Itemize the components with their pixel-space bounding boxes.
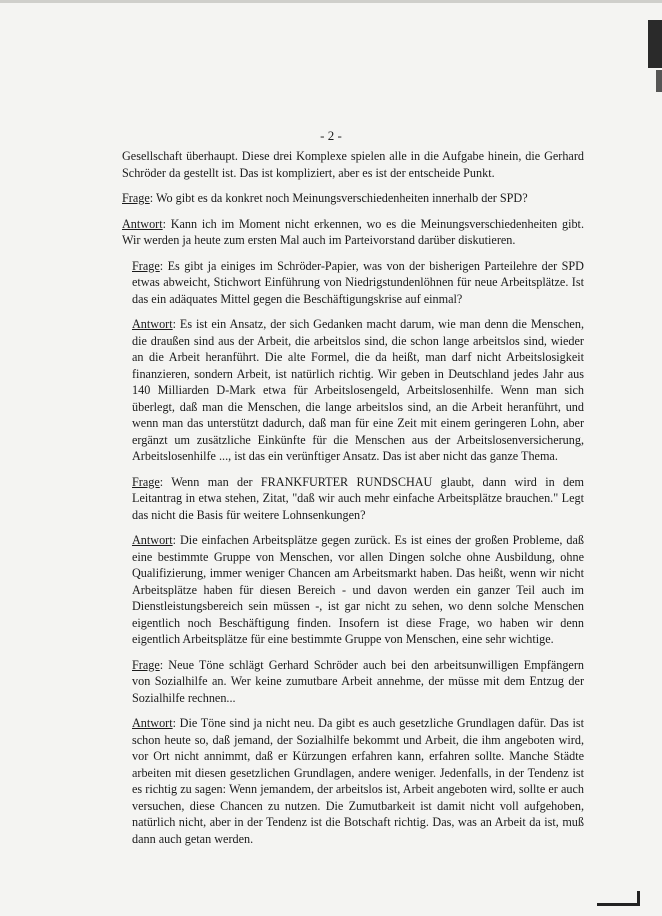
scan-artifact (656, 70, 662, 92)
scan-edge (0, 0, 662, 3)
speaker-label: Frage (122, 191, 150, 205)
speaker-label: Antwort (132, 317, 173, 331)
speaker-label: Frage (132, 474, 160, 489)
paragraph-text: : Wo gibt es da konkret noch Meinungsverschiedenheiten innerhalb der SPD? (149, 191, 528, 205)
paragraph-text: Gesellschaft überhaupt. Diese drei Komplexe spielen alle in die Aufgabe hinein, die Gerhard Schröder da gestellt ist. Das ist kompliziert, aber es ist der entscheide Punkt. (122, 149, 584, 180)
paragraph-answer (132, 715, 584, 847)
paragraph-question (132, 258, 584, 308)
paragraph-text: : Neue Töne schlägt Gerhard Schröder auch bei den arbeitsunwilligen Empfängern von Sozialhilfe an. Wer keine zumutbare Arbeit annehme, der müsse mit dem Entzug der Sozialhilfe rechnen... (132, 657, 584, 705)
paragraph-text: : Es ist ein Ansatz, der sich Gedanken macht darum, wie man denn die Menschen, die draußen sind aus der Arbeit, die arbeitslos sind, die schon lange arbeitslos sind, wieder an die Arbeit heranführt. Die alte Formel, die da heißt, man darf nicht Arbeitslosigkeit finanzieren, sondern Arbeit, ist natürlich richtig. Wir geben in Deutschland jedes Jahr aus 140 Milliarden D-Mark etwa für Arbeitslosengeld, Arbeitslosenhilfe. Wenn man sich überlegt, daß man die Menschen, die lange arbeitslos sind, an die Arbeit heranführt, und wenn man das unterstützt dadurch, daß man für eine Zeit mit einem geringeren Lohn, aber ergänzt um zusätzliche Einkünfte für die Menschen aus der Arbeitslosenversicherung, Arbeitslosenhilfe ..., ist das ein verünftiger Ansatz. Das ist aber nicht das ganze Thema. (132, 317, 584, 463)
document-body (122, 148, 584, 856)
speaker-label: Antwort (132, 533, 173, 547)
paragraph-text: : Wenn man der FRANKFURTER RUNDSCHAU glaubt, dann wird in dem Leitantrag in etwa stehen, Zitat, "daß wir auch mehr einfache Arbeitsplätze brauchen." Legt das nicht die Basis für weitere Lohnsenkungen? (132, 474, 584, 522)
speaker-label: Frage (132, 657, 160, 672)
paragraph-question (122, 190, 584, 207)
speaker-label: Frage (132, 258, 160, 273)
paragraph-text: : Die Töne sind ja nicht neu. Da gibt es auch gesetzliche Grundlagen dafür. Das ist schon heute so, daß jemand, der Sozialhilfe bekommt und Arbeit, die ihm angeboten wird, vor Ort nicht annimmt, daß er Kürzungen erfahren kann, erfahren sollte. Manche Städte arbeiten mit diesen gesetzlichen Grundlagen, andere weniger. Jedenfalls, in der Tendenz ist es richtig zu sagen: Wenn jemandem, der arbeitslos ist, Arbeit angeboten wird, sollte er auch versuchen, diese Chancen zu nutzen. Die Zumutbarkeit ist damit nicht voll aufgehoben, natürlich nicht, aber in der Tendenz ist die Botschaft richtig. Das, was an Arbeit da ist, muß dann auch getan werden. (132, 716, 584, 846)
paragraph-answer (122, 216, 584, 249)
scan-artifact (597, 891, 640, 906)
paragraph-answer (132, 532, 584, 648)
paragraph-text: : Es gibt ja einiges im Schröder-Papier, was von der bisherigen Parteilehre der SPD etwas abweicht, Stichwort Einführung von Niedrigstundenlöhnen für neue Arbeitsplätze. Ist das ein adäquates Mittel gegen die Beschäftigungskrise auf einmal? (132, 258, 584, 306)
paragraph-text: : Kann ich im Moment nicht erkennen, wo es die Meinungsverschiedenheiten gibt. Wir werden ja heute zum ersten Mal auch im Parteivorstand darüber diskutieren. (122, 216, 584, 247)
speaker-label: Antwort (132, 716, 173, 730)
scan-artifact (648, 20, 662, 68)
paragraph-question (132, 657, 584, 707)
speaker-label: Antwort (122, 216, 163, 231)
paragraph (122, 148, 584, 181)
paragraph-question (132, 474, 584, 524)
paragraph-answer (132, 316, 584, 465)
paragraph-text: : Die einfachen Arbeitsplätze gegen zurück. Es ist eines der großen Probleme, daß eine bestimmte Gruppe von Menschen, vor allen Dingen solche ohne Ausbildung, ohne Qualifizierung, immer weniger Chancen am Arbeitsmarkt haben. Das heißt, wenn wir nicht Arbeitsplätze haben für diesen Bereich - und davon werden ein ganzer Teil auch im Dienstleistungsbereich sein müssen -, ist gar nicht zu sehen, wo denn solche Menschen eigentlich noch Beschäftigung finden. Insofern ist diese Frage, wo haben wir denn eigentlich Arbeitsplätze für eine bestimmte Gruppe von Menschen, eine sehr wichtige. (132, 533, 584, 646)
page-number: - 2 - (320, 128, 342, 143)
